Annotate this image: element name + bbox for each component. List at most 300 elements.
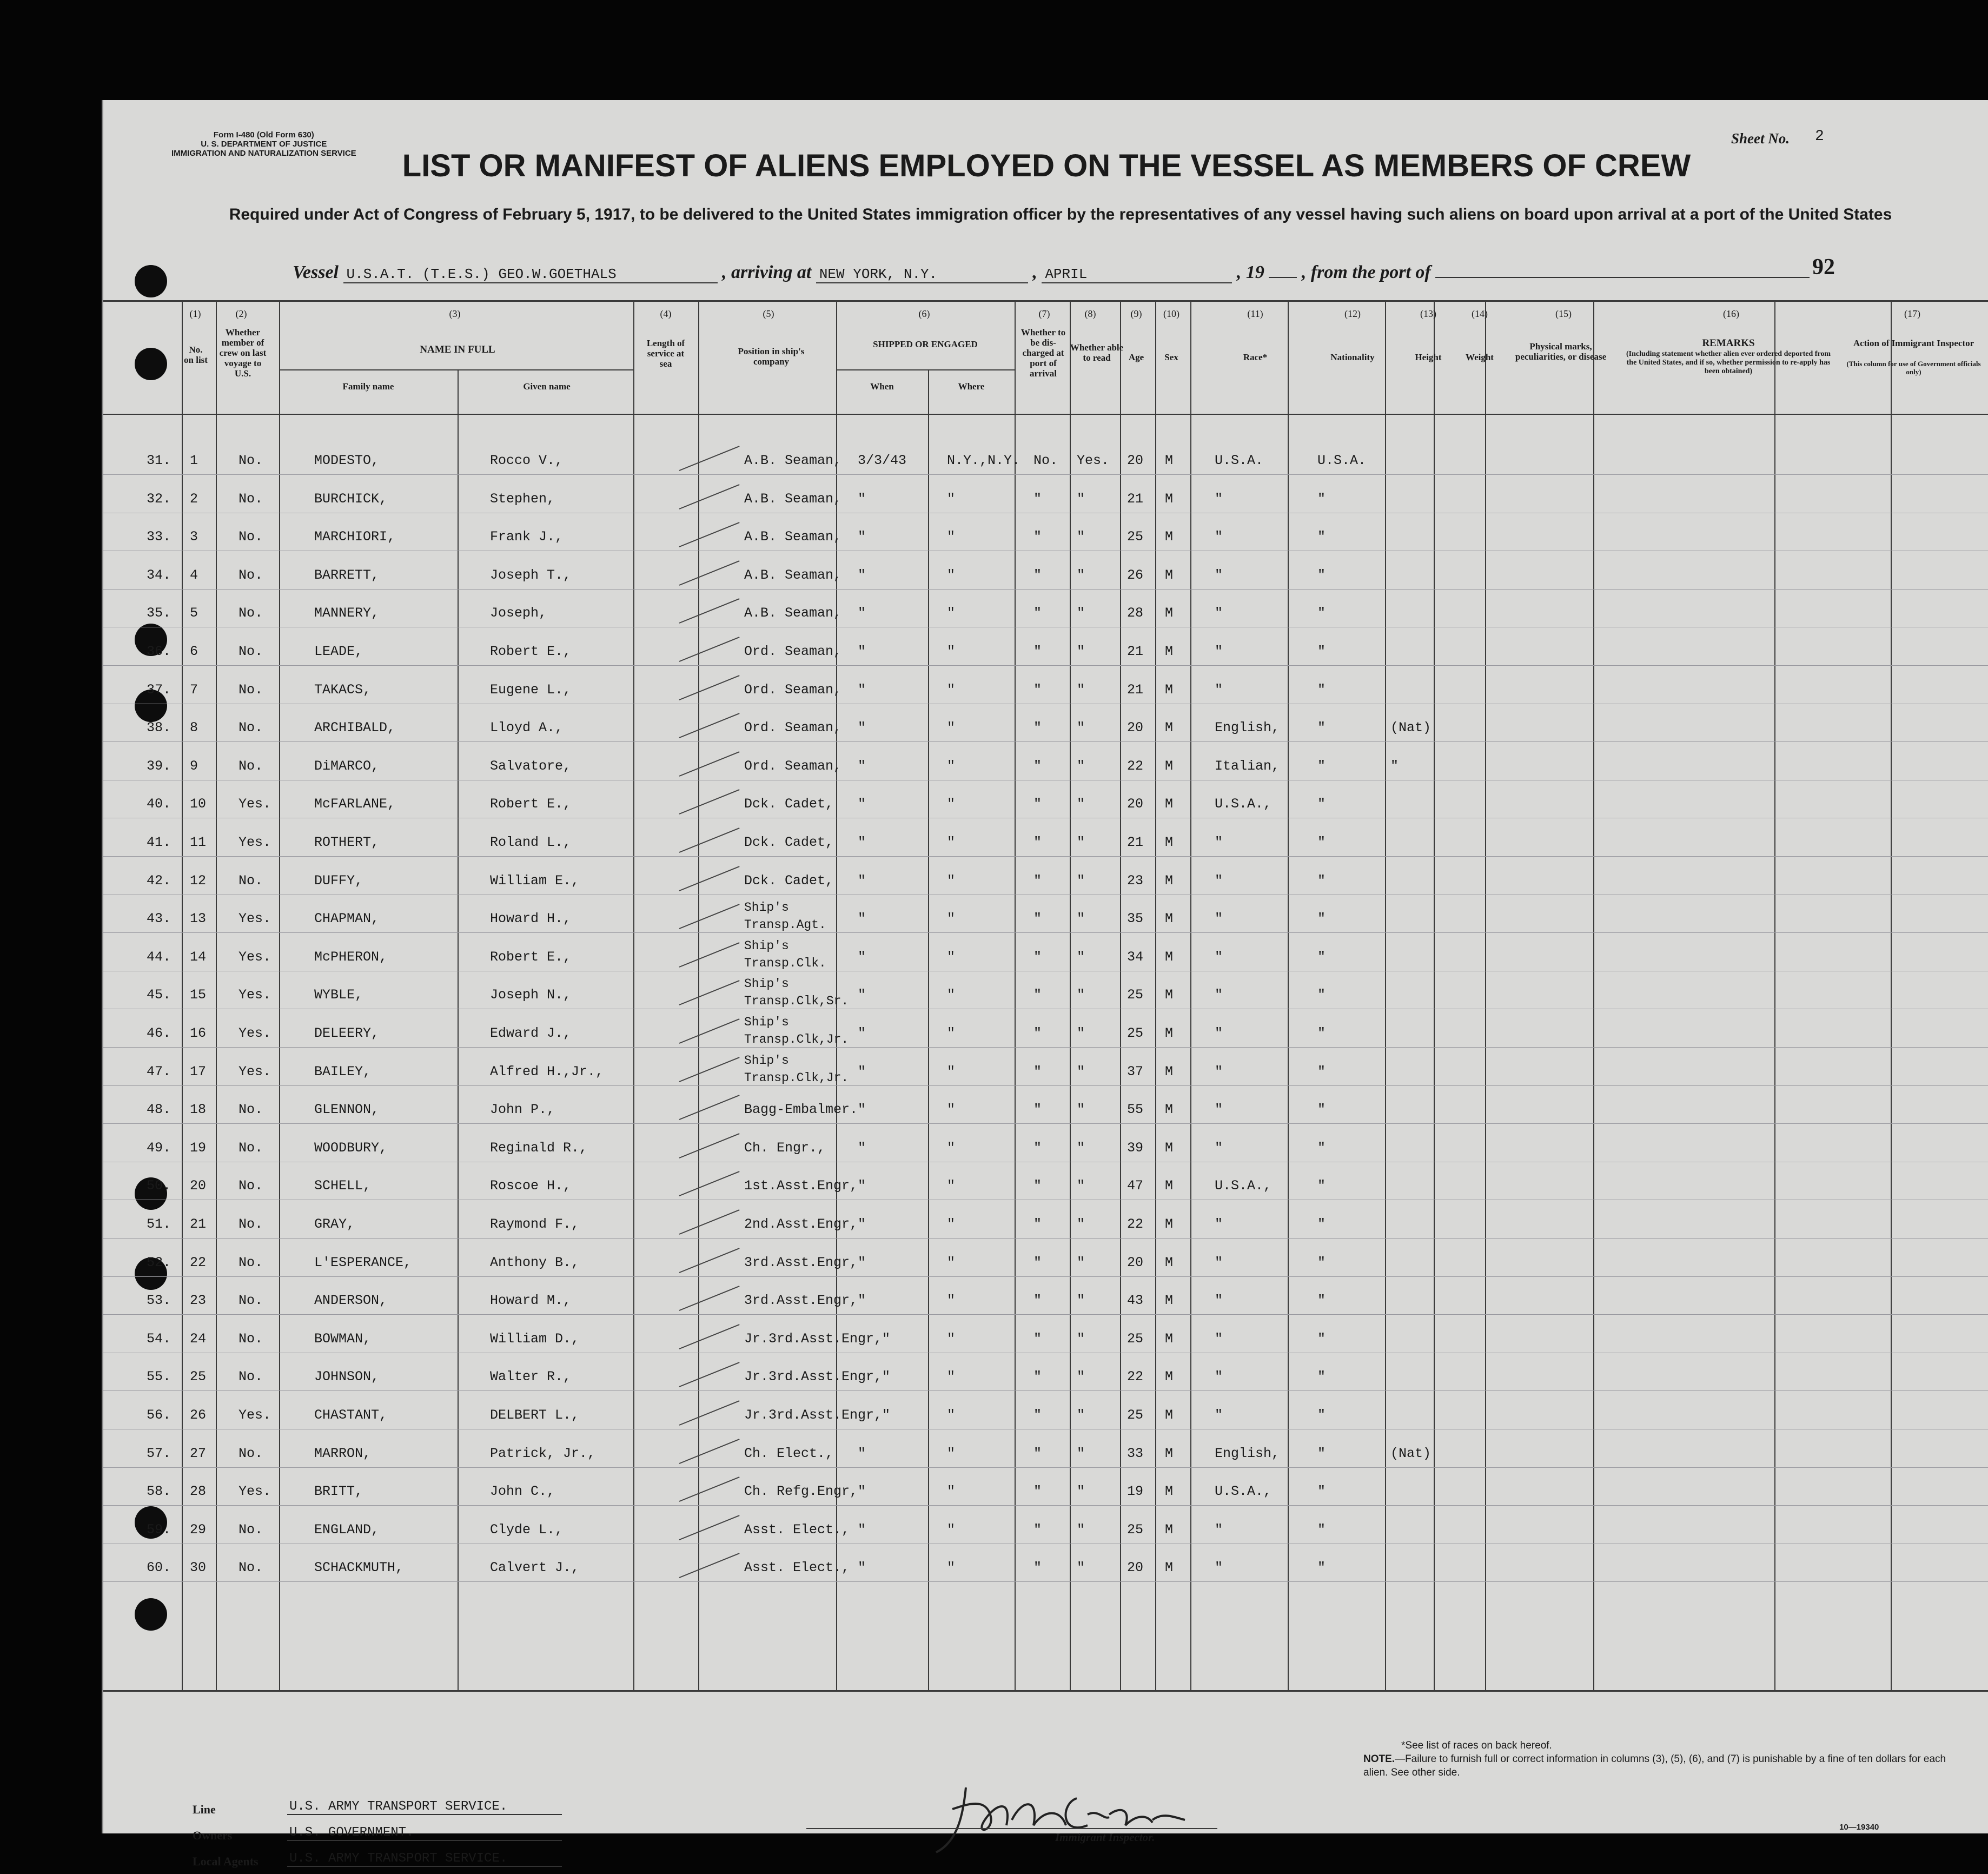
column-rule	[698, 300, 699, 1690]
row-discharged: "	[1033, 1407, 1042, 1423]
row-given-name: Eugene L.,	[490, 681, 572, 698]
row-given-name: Clyde L.,	[490, 1521, 564, 1538]
row-able-to-read: "	[1077, 1216, 1085, 1232]
row-line-number: 41.	[147, 835, 171, 850]
row-line-number: 47.	[147, 1063, 171, 1080]
row-position-line1: A.B. Seaman,	[744, 453, 842, 468]
row-guide	[103, 1467, 1988, 1468]
row-sex: M	[1165, 1293, 1174, 1309]
row-list-number: 9	[190, 758, 198, 774]
row-shipped-when: "	[858, 758, 866, 774]
row-shipped-where: "	[947, 1521, 956, 1538]
row-able-to-read: "	[1077, 1484, 1085, 1500]
row-line-number: 49.	[147, 1140, 171, 1156]
row-last-voyage: No.	[238, 681, 263, 698]
header-race: Race*	[1243, 352, 1268, 362]
header-position: Position in ship's company	[738, 346, 805, 367]
colnum-1: (1)	[189, 308, 201, 319]
row-discharged: No.	[1033, 453, 1058, 468]
service-check-mark	[679, 1133, 740, 1158]
row-given-name: Lloyd A.,	[490, 720, 564, 736]
row-list-number: 24	[190, 1330, 207, 1347]
row-shipped-when: "	[858, 949, 866, 965]
row-position-line1: Ship's	[744, 1053, 789, 1068]
row-nationality: "	[1317, 1445, 1326, 1461]
row-shipped-where: "	[947, 681, 956, 698]
row-able-to-read: "	[1077, 1140, 1085, 1156]
row-nationality: "	[1317, 911, 1326, 927]
row-position	[744, 567, 841, 583]
row-given-name: William E.,	[490, 872, 580, 889]
row-shipped-where: "	[947, 605, 956, 621]
header-action-inspector: Action of Immigrant Inspector	[1853, 338, 1974, 348]
row-last-voyage: No.	[238, 1293, 263, 1309]
owners-label: Owners	[193, 1829, 233, 1842]
colnum-7: (7)	[1038, 308, 1050, 319]
header-remarks-note: (Including statement whether alien ever ordered deported from the United States, and if so, whether permission to re-apply has been obtained)	[1626, 350, 1831, 375]
row-position-line1: Ship's	[744, 1015, 789, 1029]
header-given-name: Given name	[523, 381, 571, 392]
colnum-4: (4)	[660, 308, 672, 319]
row-position	[744, 758, 841, 774]
row-last-voyage: No.	[238, 1521, 263, 1538]
row-line-number: 59.	[147, 1521, 171, 1538]
row-shipped-when: "	[858, 1178, 866, 1194]
service-name: IMMIGRATION AND NATURALIZATION SERVICE	[171, 149, 356, 158]
row-age: 25	[1127, 987, 1144, 1003]
header-discharged: Whether to be dis-charged at port of arrival	[1020, 327, 1066, 379]
row-able-to-read: "	[1077, 605, 1085, 621]
table-bottom-rule	[103, 1690, 1988, 1692]
row-position-line1: Ch. Engr.,	[744, 1140, 826, 1156]
row-race: "	[1215, 1330, 1223, 1347]
row-discharged: "	[1033, 1293, 1042, 1309]
colnum-12: (12)	[1344, 308, 1361, 319]
row-position-line2: Transp.Agt.	[744, 918, 826, 932]
row-list-number: 2	[190, 491, 198, 507]
line-label: Line	[193, 1803, 216, 1816]
row-sex: M	[1165, 758, 1174, 774]
service-check-mark	[679, 1515, 740, 1540]
row-position-line1: Dck. Cadet,	[744, 796, 834, 812]
row-position-line1: 2nd.Asst.Engr,	[744, 1216, 858, 1232]
row-age: 39	[1127, 1140, 1144, 1156]
row-family-name: McFARLANE,	[314, 796, 396, 812]
row-position-line1: A.B. Seaman,	[744, 529, 842, 545]
row-given-name: Roscoe H.,	[490, 1178, 572, 1194]
service-check-mark	[679, 1286, 740, 1311]
row-discharged: "	[1033, 567, 1042, 583]
row-shipped-when: "	[858, 1484, 866, 1500]
row-position	[744, 605, 841, 621]
row-line-number: 46.	[147, 1025, 171, 1041]
row-shipped-when: "	[858, 911, 866, 927]
row-position	[744, 1293, 858, 1308]
row-given-name: Patrick, Jr.,	[490, 1445, 596, 1461]
row-position	[744, 1407, 890, 1423]
row-discharged: "	[1033, 949, 1042, 965]
row-guide	[103, 932, 1988, 933]
line-value: U.S. ARMY TRANSPORT SERVICE.	[287, 1799, 562, 1815]
row-height: (Nat)	[1390, 1445, 1432, 1461]
row-given-name: John P.,	[490, 1102, 555, 1118]
row-shipped-where: "	[947, 529, 956, 545]
row-position-line1: Ship's	[744, 900, 789, 915]
column-rule	[633, 300, 634, 1690]
row-shipped-when: "	[858, 567, 866, 583]
row-family-name: MARRON,	[314, 1445, 372, 1461]
row-able-to-read: "	[1077, 1293, 1085, 1309]
column-rule	[182, 300, 183, 1690]
row-position	[744, 491, 841, 507]
row-list-number: 4	[190, 567, 198, 583]
row-nationality: "	[1317, 1025, 1326, 1041]
row-sex: M	[1165, 1254, 1174, 1270]
row-shipped-where: "	[947, 1140, 956, 1156]
colnum-13: (13)	[1420, 308, 1436, 319]
row-line-number: 31.	[147, 453, 171, 468]
row-nationality: "	[1317, 1560, 1326, 1576]
row-discharged: "	[1033, 835, 1042, 850]
row-position-line1: Ord. Seaman,	[744, 758, 842, 774]
row-family-name: WOODBURY,	[314, 1140, 388, 1156]
column-rule	[279, 300, 280, 1690]
row-nationality: "	[1317, 1369, 1326, 1385]
row-family-name: DiMARCO,	[314, 758, 380, 774]
row-discharged: "	[1033, 1521, 1042, 1538]
column-rule	[216, 300, 217, 1690]
colnum-11: (11)	[1247, 308, 1263, 319]
inspector-signature	[915, 1766, 1250, 1874]
row-able-to-read: "	[1077, 1102, 1085, 1118]
header-name-in-full: NAME IN FULL	[420, 344, 495, 355]
row-position-line1: Ch. Refg.Engr,	[744, 1484, 858, 1500]
row-last-voyage: No.	[238, 1330, 263, 1347]
row-shipped-where: "	[947, 1560, 956, 1576]
row-nationality: "	[1317, 720, 1326, 736]
row-shipped-when: "	[858, 1293, 866, 1309]
row-race: "	[1215, 605, 1223, 621]
row-last-voyage: No.	[238, 453, 263, 468]
row-sex: M	[1165, 1445, 1174, 1461]
row-line-number: 54.	[147, 1330, 171, 1347]
row-shipped-when: "	[858, 681, 866, 698]
row-position	[744, 1255, 858, 1270]
service-check-mark	[679, 446, 740, 471]
row-discharged: "	[1033, 1560, 1042, 1576]
row-nationality: "	[1317, 529, 1326, 545]
column-rule	[1434, 300, 1435, 1690]
row-family-name: TAKACS,	[314, 681, 372, 698]
row-shipped-when: "	[858, 1254, 866, 1270]
row-able-to-read: "	[1077, 1254, 1085, 1270]
row-list-number: 12	[190, 872, 207, 889]
row-last-voyage: Yes.	[238, 987, 271, 1003]
row-age: 23	[1127, 872, 1144, 889]
header-able-to-read: Whether able to read	[1070, 342, 1124, 363]
row-age: 33	[1127, 1445, 1144, 1461]
row-sex: M	[1165, 1178, 1174, 1194]
row-age: 35	[1127, 911, 1144, 927]
row-discharged: "	[1033, 720, 1042, 736]
row-position-line1: 3rd.Asst.Engr,	[744, 1293, 858, 1309]
colnum-14: (14)	[1472, 308, 1488, 319]
row-race: "	[1215, 1254, 1223, 1270]
row-list-number: 16	[190, 1025, 207, 1041]
service-check-mark	[679, 637, 740, 662]
row-sex: M	[1165, 567, 1174, 583]
header-physical-marks: Physical marks, peculiarities, or disease	[1515, 341, 1607, 362]
row-list-number: 3	[190, 529, 198, 545]
row-discharged: "	[1033, 1102, 1042, 1118]
row-list-number: 14	[190, 949, 207, 965]
row-family-name: ENGLAND,	[314, 1521, 380, 1538]
row-shipped-when: "	[858, 644, 866, 659]
row-discharged: "	[1033, 644, 1042, 659]
row-age: 20	[1127, 720, 1144, 736]
row-given-name: Alfred H.,Jr.,	[490, 1063, 604, 1080]
column-rule	[1155, 300, 1156, 1690]
row-discharged: "	[1033, 911, 1042, 927]
row-able-to-read: "	[1077, 911, 1085, 927]
row-discharged: "	[1033, 1178, 1042, 1194]
row-line-number: 58.	[147, 1484, 171, 1500]
row-position	[744, 682, 841, 698]
row-age: 20	[1127, 453, 1144, 468]
service-check-mark	[679, 1439, 740, 1464]
header-remarks: REMARKS	[1702, 337, 1755, 349]
row-age: 22	[1127, 1369, 1144, 1385]
service-check-mark	[679, 1171, 740, 1197]
row-discharged: "	[1033, 987, 1042, 1003]
column-rule	[1891, 300, 1892, 1690]
row-discharged: "	[1033, 1254, 1042, 1270]
column-rule	[1774, 300, 1775, 1690]
table-header-rule	[103, 414, 1988, 415]
row-list-number: 29	[190, 1521, 207, 1538]
row-able-to-read: "	[1077, 835, 1085, 850]
row-given-name: DELBERT L.,	[490, 1407, 580, 1423]
row-race: Italian,	[1215, 758, 1280, 774]
arriving-label: , arriving at	[722, 262, 812, 282]
row-family-name: McPHERON,	[314, 949, 388, 965]
header-when: When	[870, 381, 894, 392]
column-rule	[1070, 300, 1071, 1690]
row-sex: M	[1165, 1102, 1174, 1118]
row-last-voyage: Yes.	[238, 796, 271, 812]
row-last-voyage: No.	[238, 605, 263, 621]
row-given-name: Anthony B.,	[490, 1254, 580, 1270]
row-shipped-where: "	[947, 872, 956, 889]
row-last-voyage: Yes.	[238, 949, 271, 965]
races-note: *See list of races on back hereof.	[1401, 1740, 1552, 1751]
row-race: "	[1215, 491, 1223, 507]
column-rule	[1385, 300, 1386, 1690]
row-guide	[103, 1123, 1988, 1124]
row-nationality: "	[1317, 1407, 1326, 1423]
row-age: 20	[1127, 1254, 1144, 1270]
row-family-name: DELEERY,	[314, 1025, 380, 1041]
row-line-number: 50.	[147, 1178, 171, 1194]
colnum-10: (10)	[1163, 308, 1179, 319]
row-line-number: 43.	[147, 911, 171, 927]
row-family-name: BARRETT,	[314, 567, 380, 583]
row-shipped-when: 3/3/43	[858, 453, 907, 468]
row-family-name: CHASTANT,	[314, 1407, 388, 1423]
row-last-voyage: Yes.	[238, 1407, 271, 1423]
row-shipped-where: "	[947, 758, 956, 774]
row-list-number: 23	[190, 1293, 207, 1309]
row-shipped-when: "	[858, 1560, 866, 1576]
row-given-name: Howard H.,	[490, 911, 572, 927]
header-sex: Sex	[1164, 352, 1178, 362]
service-check-mark	[679, 981, 740, 1006]
row-position	[744, 835, 833, 850]
row-position	[744, 796, 833, 812]
service-check-mark	[679, 1362, 740, 1388]
column-rule	[928, 369, 929, 1690]
row-able-to-read: "	[1077, 1025, 1085, 1041]
row-position-line2: Transp.Clk,Sr.	[744, 994, 849, 1009]
row-sex: M	[1165, 911, 1174, 927]
row-position-line1: Ship's	[744, 977, 789, 991]
row-guide	[103, 741, 1988, 742]
row-race: "	[1215, 1560, 1223, 1576]
vessel-label: Vessel	[293, 262, 339, 282]
row-given-name: Robert E.,	[490, 644, 572, 659]
row-last-voyage: No.	[238, 1560, 263, 1576]
row-sex: M	[1165, 1560, 1174, 1576]
row-race: "	[1215, 835, 1223, 850]
row-shipped-when: "	[858, 1063, 866, 1080]
service-check-mark	[679, 1324, 740, 1349]
row-nationality: "	[1317, 796, 1326, 812]
row-nationality: "	[1317, 1140, 1326, 1156]
colnum-16: (16)	[1723, 308, 1739, 319]
row-race: "	[1215, 567, 1223, 583]
row-race: "	[1215, 872, 1223, 889]
header-family-name: Family name	[342, 381, 394, 392]
row-shipped-when: "	[858, 987, 866, 1003]
row-position	[744, 1560, 850, 1575]
row-position	[744, 720, 841, 736]
shipped-subheader-rule	[836, 369, 1015, 370]
row-list-number: 30	[190, 1560, 207, 1576]
row-position-line1: Dck. Cadet,	[744, 872, 834, 889]
row-last-voyage: No.	[238, 1369, 263, 1385]
row-age: 37	[1127, 1063, 1144, 1080]
row-last-voyage: No.	[238, 1445, 263, 1461]
row-nationality: "	[1317, 872, 1326, 889]
row-position	[744, 1331, 890, 1347]
row-able-to-read: "	[1077, 1560, 1085, 1576]
column-rule	[1593, 300, 1594, 1690]
row-sex: M	[1165, 1521, 1174, 1538]
row-nationality: U.S.A.	[1317, 453, 1367, 468]
row-sex: M	[1165, 1216, 1174, 1232]
row-race: "	[1215, 1102, 1223, 1118]
row-shipped-where: "	[947, 1407, 956, 1423]
row-discharged: "	[1033, 758, 1042, 774]
service-check-mark	[679, 751, 740, 777]
header-nationality: Nationality	[1330, 352, 1375, 362]
row-race: "	[1215, 529, 1223, 545]
row-position	[744, 899, 826, 933]
row-discharged: "	[1033, 796, 1042, 812]
row-age: 25	[1127, 1407, 1144, 1423]
row-age: 22	[1127, 1216, 1144, 1232]
note-text: —Failure to furnish full or correct information in columns (3), (5), (6), and (7) is punishable by a fine of ten dollars for each alien. See other side.	[1363, 1753, 1946, 1778]
row-line-number: 55.	[147, 1369, 171, 1385]
row-nationality: "	[1317, 605, 1326, 621]
row-race: "	[1215, 681, 1223, 698]
row-nationality: "	[1317, 1484, 1326, 1500]
colnum-5: (5)	[763, 308, 774, 319]
row-given-name: Joseph,	[490, 605, 547, 621]
row-race: English,	[1215, 720, 1280, 736]
row-last-voyage: No.	[238, 872, 263, 889]
row-given-name: Howard M.,	[490, 1293, 572, 1309]
row-family-name: JOHNSON,	[314, 1369, 380, 1385]
row-race: "	[1215, 1025, 1223, 1041]
row-family-name: BOWMAN,	[314, 1330, 372, 1347]
row-race: "	[1215, 987, 1223, 1003]
service-check-mark	[679, 1476, 740, 1502]
row-position	[744, 1140, 825, 1156]
row-position-line1: Ord. Seaman,	[744, 720, 842, 736]
row-given-name: Edward J.,	[490, 1025, 572, 1041]
row-race: U.S.A.,	[1215, 1484, 1272, 1500]
local-agents-label: Local Agents	[193, 1855, 259, 1868]
row-able-to-read: "	[1077, 1445, 1085, 1461]
row-guide	[103, 1314, 1988, 1315]
row-race: "	[1215, 911, 1223, 927]
row-line-number: 33.	[147, 529, 171, 545]
row-position-line1: Jr.3rd.Asst.Engr,"	[744, 1330, 891, 1347]
row-age: 25	[1127, 1521, 1144, 1538]
row-line-number: 36.	[147, 644, 171, 659]
row-last-voyage: Yes.	[238, 835, 271, 850]
punch-hole	[135, 1598, 167, 1631]
row-able-to-read: "	[1077, 1407, 1085, 1423]
row-last-voyage: No.	[238, 567, 263, 583]
row-given-name: Reginald R.,	[490, 1140, 588, 1156]
row-age: 55	[1127, 1102, 1144, 1118]
row-given-name: Calvert J.,	[490, 1560, 580, 1576]
row-position	[744, 873, 833, 889]
row-nationality: "	[1317, 1521, 1326, 1538]
row-guide	[103, 589, 1988, 590]
row-sex: M	[1165, 529, 1174, 545]
row-family-name: ANDERSON,	[314, 1293, 388, 1309]
service-check-mark	[679, 1095, 740, 1120]
sheet-number-value: 2	[1815, 128, 1824, 145]
row-family-name: WYBLE,	[314, 987, 363, 1003]
row-shipped-when: "	[858, 872, 866, 889]
row-position-line1: Jr.3rd.Asst.Engr,"	[744, 1407, 891, 1423]
row-guide	[103, 474, 1988, 475]
row-line-number: 38.	[147, 720, 171, 736]
row-list-number: 15	[190, 987, 207, 1003]
row-shipped-when: "	[858, 1216, 866, 1232]
row-sex: M	[1165, 681, 1174, 698]
header-action-inspector-note: (This column for use of Government officials only)	[1846, 360, 1981, 376]
table-top-rule	[103, 300, 1988, 302]
row-family-name: CHAPMAN,	[314, 911, 380, 927]
row-age: 25	[1127, 529, 1144, 545]
row-shipped-where: "	[947, 567, 956, 583]
row-family-name: ROTHERT,	[314, 835, 380, 850]
